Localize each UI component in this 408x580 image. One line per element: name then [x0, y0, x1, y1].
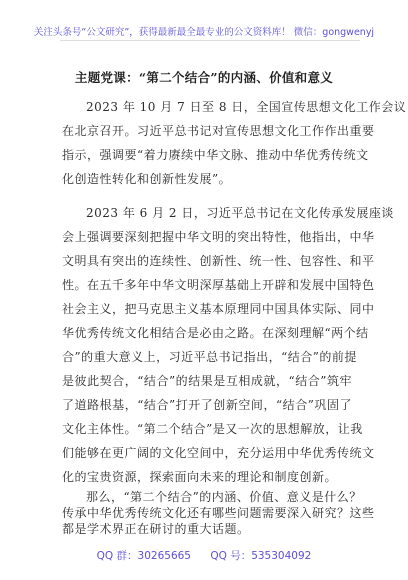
paragraph-2-line-4: 性。在五千多年中华文明深厚基础上开辟和发展中国特色 — [62, 278, 375, 292]
document-title: 主题党课：“第二个结合”的内涵、价值和意义 — [74, 70, 334, 85]
paragraph-2-line-3: 文明具有突出的连续性、创新性、统一性、包容性、和平 — [62, 254, 375, 268]
paragraph-1-line-2: 在北京召开。习近平总书记对宣传思想文化工作作出重要 — [62, 124, 375, 138]
footer-contacts — [0, 548, 408, 563]
paragraph-2-line-2: 会上强调要深刻把握中华文明的突出特性，他指出，中华 — [62, 230, 375, 244]
paragraph-2-line-7: 合”的重大意义上，习近平总书记指出，“结合”的前提 — [62, 350, 357, 364]
paragraph-3-line-1: 那么，“第二个结合”的内涵、价值、意义是什么？ — [86, 490, 362, 504]
paragraph-2-line-10: 文化主体性。“第二个结合”是又一次的思想解放，让我 — [62, 422, 363, 436]
paragraph-2-line-11: 们能够在更广阔的文化空间中，充分运用中华优秀传统文 — [62, 446, 375, 460]
paragraph-2-line-12: 化的宝贵资源，探索面向未来的理论和制度创新。 — [62, 470, 338, 484]
paragraph-1-line-4: 化创造性转化和创新性发展”。 — [62, 172, 232, 186]
footer-qq-group: QQ 群：30265665 — [96, 550, 191, 562]
paragraph-3-line-3: 都是学术界正在研讨的重大话题。 — [62, 522, 250, 536]
footer-qq-number: QQ 号：535304092 — [210, 550, 312, 562]
paragraph-2-line-8: 是彼此契合，“结合”的结果是互相成就，“结合”筑牢 — [62, 374, 352, 388]
header-notice: 关注头条号“公文研究”，获得最新最全最专业的公文资料库！ 微信：gongwenyj — [33, 27, 375, 38]
paragraph-3-line-2: 传承中华优秀传统文化还有哪些问题需要深入研究？这些 — [62, 506, 375, 520]
paragraph-1-line-3: 指示，强调要“着力赓续中华文脉、推动中华优秀传统文 — [62, 148, 369, 162]
header-divider — [60, 40, 360, 41]
paragraph-2-line-5: 社会主义，把马克思主义基本原理同中国具体实际、同中 — [62, 302, 375, 316]
paragraph-1-line-1: 2023 年 10 月 7 日至 8 日，全国宣传思想文化工作会议 — [86, 100, 407, 114]
paragraph-2-line-1: 2023 年 6 月 2 日，习近平总书记在文化传承发展座谈 — [86, 206, 394, 220]
paragraph-2-line-9: 了道路根基，“结合”打开了创新空间，“结合”巩固了 — [62, 398, 352, 412]
paragraph-2-line-6: 华优秀传统文化相结合是必由之路。在深刻理解“两个结 — [62, 326, 369, 340]
